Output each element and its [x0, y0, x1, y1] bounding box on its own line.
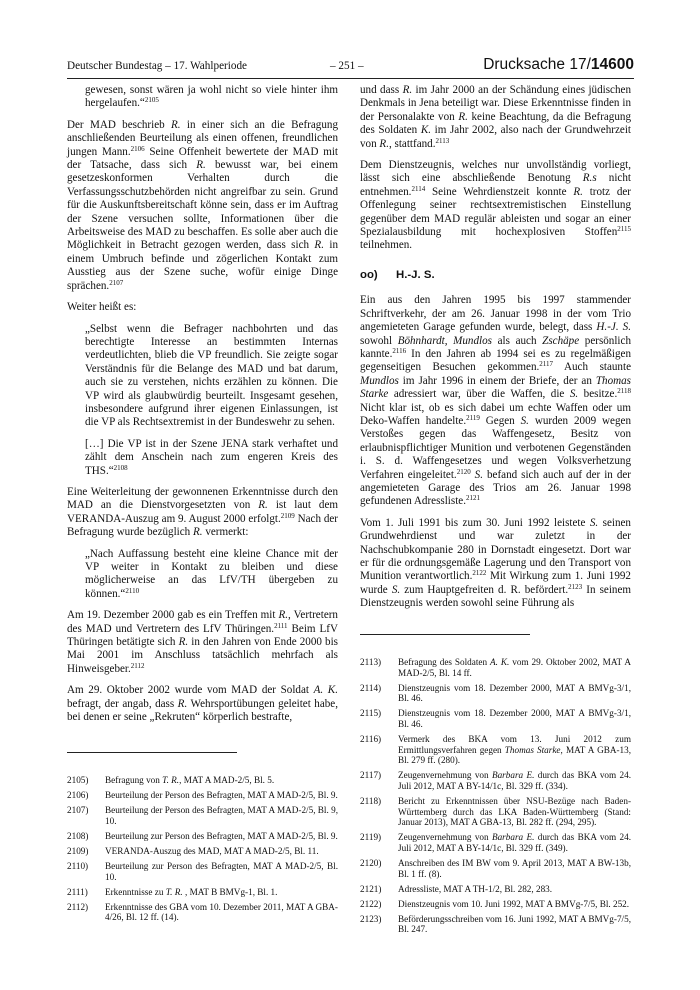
body-paragraph — [67, 301, 338, 314]
footnote — [360, 770, 631, 791]
text-run: bewusst war, bei einem gesetzeskonformen Verhalten durch die Verfassungsschutzbehörden nicht angreifbar zu sein. Grund für die Auskunftsbereitschaft könne sein, dass er im Auftrag der Szene versuchen sollte, Informationen über die Arbeitsweise des MAD zu beschaffen. Es solle aber auch die Möglichkeit in Betracht gezogen werden, dass sich — [67, 159, 338, 252]
header-document-prefix: Drucksache 17/ — [483, 56, 591, 73]
quote-paragraph — [85, 84, 338, 111]
text-run: im Jahr 2000 an der Schändung eines jüdischen Denkmals in Jena beteiligt war. Diese Erkenntnisse finden in der Personalakte von — [360, 84, 631, 123]
text-run: Befragung des Soldaten — [398, 657, 491, 667]
footnote-number: 2110) — [67, 861, 89, 872]
italic-name: S. — [569, 388, 579, 401]
footnote — [67, 831, 338, 842]
body-paragraph — [360, 159, 631, 253]
text-run: trotz der Offenlegung seiner rechtsextremistischen Einstellung gegenüber dem MAD regulär ableisten und sogar an einer Spezialausbildung mit hochexplosiven Stoffen — [360, 185, 631, 239]
italic-name: K. — [420, 124, 432, 137]
italic-name: R. — [178, 636, 189, 649]
text-run: seinen Grundwehrdienst und war zuletzt in der Nachschubkompanie 280 in Dornstadt eingesetzt. Dort war er für die ordnungsgemäße Lagerung und den Transport von Munition verantwortlich. — [360, 516, 631, 583]
footnote — [360, 899, 631, 910]
text-run: Am 29. Oktober 2002 wurde vom MAD der Soldat — [67, 684, 314, 697]
text-run: Seine Wehrdienstzeit konnte — [425, 185, 574, 198]
text-run: VERANDA-Auszug des MAD, MAT A MAD-2/5, Bl. 11. — [105, 845, 319, 856]
footnote-ref: 2117 — [539, 360, 554, 369]
text-run: Vom 1. Juli 1991 bis zum 30. Juni 1992 leistete — [360, 516, 590, 529]
text-run: Dienstzeugnis vom 18. Dezember 2000, MAT A BMVg-3/1, Bl. 46. — [398, 708, 631, 729]
footnote-text — [398, 858, 631, 879]
text-run: Bericht zu Erkenntnissen über NSU-Bezüge nach Baden-Württemberg durch das LKA Baden-Württemberg (Stand: Januar 2013), MAT A GBA-13, Bl. 282 ff. (294, 295). — [398, 796, 631, 828]
page-header — [67, 58, 634, 76]
text-run: Zeugenvernehmung von — [398, 770, 492, 781]
text-run: gewesen, sonst wären ja wohl nicht so viele hinter ihm hergelaufen.“ — [85, 84, 338, 110]
footnote — [360, 796, 631, 828]
text-run: sowohl — [360, 334, 398, 347]
footnote-number: 2106) — [67, 790, 89, 801]
italic-name: T. R. — [165, 886, 183, 897]
footnote-number: 2113) — [360, 657, 382, 667]
italic-name: R. — [170, 118, 181, 131]
italic-name: T. R. — [162, 775, 180, 785]
footnote-number: 2111) — [67, 886, 88, 897]
footnote-ref: 2111 — [274, 621, 288, 630]
footnote-text — [105, 805, 338, 826]
left-text-column — [67, 84, 338, 732]
footnote-ref: 2113 — [435, 136, 450, 145]
text-run: vom 29. Oktober 2002, MAT A MAD-2/5, Bl. 14 ff. — [398, 657, 631, 678]
italic-name: R.s — [582, 172, 597, 185]
italic-name: Mundlos — [360, 374, 399, 387]
footnote-number: 2120) — [360, 858, 382, 868]
text-run: adressiert war, über die Waffen, die — [388, 388, 570, 401]
footnotes-left — [67, 775, 338, 928]
text-run: besitze. — [578, 388, 618, 401]
text-run: , Vertretern des MAD und Vertretern des LfV Thüringen. — [67, 609, 338, 635]
footnote-number: 2115) — [360, 708, 382, 719]
italic-name: S. — [391, 583, 401, 596]
italic-name: A. K. — [313, 684, 338, 697]
footnote-text — [398, 734, 631, 766]
footnote-ref: 2119 — [466, 413, 480, 422]
italic-name: Thomas Starke — [504, 744, 561, 755]
footnote-text — [398, 884, 631, 895]
italic-name: R. — [196, 159, 206, 172]
italic-name: R. — [177, 697, 188, 710]
footnote-ref: 2109 — [280, 511, 295, 520]
footnote-ref: 2112 — [130, 661, 145, 670]
footnote — [67, 861, 338, 882]
text-run: Beim LfV Thüringen betätigte sich — [67, 622, 338, 649]
text-run: „Nach Auffassung besteht eine kleine Chance mit der VP weiter in Kontakt zu bleiben und diese möglicherweise an das LfV/TH übergeben zu können.“ — [85, 547, 338, 600]
footnote-number: 2121) — [360, 883, 382, 894]
italic-name: R. — [573, 185, 583, 198]
text-run: teilnehmen. — [360, 239, 413, 252]
footnote — [67, 846, 338, 857]
text-run: Dienstzeugnis vom 10. Juni 1992, MAT A BMVg-7/5, Bl. 252. — [398, 898, 630, 909]
text-run: Erkenntnisse des GBA vom 10. Dezember 2011, MAT A GBA-4/26, Bl. 12 ff. (14). — [105, 901, 338, 923]
footnote-text — [398, 657, 631, 678]
footnote-number: 2105) — [67, 775, 89, 785]
footnote — [360, 884, 631, 895]
footnote — [67, 775, 338, 786]
text-run: „Selbst wenn die Befrager nachbohrten und das berechtigte Interesse an bestimmten Internas verdeutlichten, blieb die VP freundlich. Sie zeigte sogar Verständnis für die Belange des MAD und bat darum, auch sie zu verstehen, nichts erzählen zu können. Die VP wird als glaubwürdig beurteilt. Insgesamt gesehen, insbesondere aufgrund ihrer eigenen Einlassungen, ist die VP als Rechtsextremist in der Bundeswehr zu sehen. — [85, 322, 338, 429]
footnote-ref: 2115 — [617, 225, 631, 234]
italic-name: R. — [258, 499, 268, 512]
text-run: Beurteilung zur Person des Befragten, MAT A MAD-2/5, Bl. 10. — [105, 861, 338, 882]
footnote-number: 2112) — [67, 901, 89, 912]
text-run: , MAT A GBA-13, Bl. 279 ff. (280). — [398, 744, 632, 766]
footnote-number: 2117) — [360, 770, 382, 781]
footnote — [67, 902, 338, 923]
body-paragraph — [360, 84, 631, 151]
text-run: Weiter heißt es: — [67, 301, 137, 314]
footnote-ref: 2105 — [144, 96, 159, 105]
header-document-id: 14600 — [590, 56, 634, 73]
text-run: persönlich kannte. — [360, 334, 631, 360]
section-title: H.-J. S. — [396, 268, 435, 281]
text-run: Nach der Befragung wurde bezüglich — [67, 512, 338, 539]
footnote — [360, 683, 631, 704]
text-run: Vermerk des BKA vom 13. Juni 2012 zum Ermittlungsverfahren gegen — [398, 734, 631, 755]
section-number: oo) — [360, 268, 378, 281]
header-document-number — [483, 56, 634, 74]
text-run: durch das BKA vom 24. Juli 2012, MAT A BY-14/1c, Bl. 329 ff. (349). — [398, 832, 632, 853]
footnote-text — [105, 902, 338, 923]
text-run: befragt, der angab, dass — [67, 697, 178, 710]
footnote-text — [398, 770, 631, 791]
text-run: keine Beachtung, da die Befragung des Soldaten — [360, 110, 631, 137]
italic-name: Böhnhardt, Mundlos — [397, 334, 492, 347]
footnote — [67, 805, 338, 826]
text-run: Beurteilung der Person des Befragten, MAT A MAD-2/5, Bl. 9, 10. — [105, 805, 338, 826]
footnote-number: 2109) — [67, 845, 89, 856]
footnote-number: 2118) — [360, 796, 382, 807]
text-run: im Jahr 1996 in einem der Briefe, der an — [398, 374, 596, 387]
text-run: Eine Weiterleitung der gewonnenen Erkenntnisse durch den MAD an die Dienstvorgesetzten von — [67, 485, 338, 512]
italic-name: H.-J. S. — [596, 321, 632, 334]
text-run: im Jahr 2002, also nach der Grundwehrzeit von — [360, 124, 631, 150]
footnote-number: 2122) — [360, 898, 382, 909]
footnote-ref: 2116 — [392, 346, 407, 355]
text-run: Der MAD beschrieb — [67, 118, 171, 131]
footnote-number: 2123) — [360, 913, 382, 924]
footnote-text — [398, 796, 631, 828]
body-paragraph — [67, 119, 338, 293]
footnote-text — [398, 832, 631, 853]
italic-name: R. — [278, 609, 289, 622]
footnote-ref: 2107 — [109, 278, 124, 287]
footnote-text — [398, 914, 631, 935]
text-run: als auch — [491, 334, 543, 347]
footnote-separator-right — [360, 634, 530, 635]
text-run: Beförderungsschreiben vom 16. Juni 1992, MAT A BMVg-7/5, Bl. 247. — [398, 913, 631, 935]
italic-name: S. — [474, 468, 483, 481]
footnote-number: 2116) — [360, 734, 382, 745]
text-run: […] Die VP ist in der Szene JENA stark verhaftet und zählt dem Anschein nach zum engeren Kreis des THS.“ — [85, 437, 338, 477]
italic-name: R. — [314, 239, 324, 252]
italic-name: Barbara E. — [491, 832, 535, 843]
footnote — [67, 887, 338, 898]
italic-name: Zschäpe — [542, 334, 580, 347]
footnote-text — [105, 861, 338, 882]
text-run: ist laut dem VERANDA-Auszug am 9. August 2000 erfolgt. — [67, 499, 338, 525]
text-run: Erkenntnisse zu — [105, 886, 166, 897]
footnote — [360, 657, 631, 678]
footnote-ref: 2121 — [465, 494, 480, 503]
text-run: durch das BKA vom 24. Juli 2012, MAT A BY-14/1c, Bl. 329 ff. (334). — [398, 770, 632, 791]
quote-paragraph — [85, 548, 338, 602]
text-run: Zeugenvernehmung von — [398, 832, 492, 843]
text-run: Wehrsportübungen geleitet habe, bei denen er seine „Rekruten“ körperlich bestrafte, — [67, 697, 338, 724]
quote-paragraph — [85, 438, 338, 478]
text-run: Befragung von — [105, 775, 163, 785]
footnote-separator-left — [67, 752, 237, 753]
text-run: Gegen — [479, 414, 521, 427]
text-run: in einem Umbruch befinde und zögerlichen Kontakt zum Ausstieg aus der Szene suche, wofür einige Dinge sprächen. — [67, 239, 338, 292]
italic-name: S. — [520, 414, 529, 427]
header-rule — [67, 78, 634, 79]
header-parliament: Deutscher Bundestag – 17. Wahlperiode — [67, 60, 248, 72]
footnote-number: 2107) — [67, 805, 89, 816]
footnote-ref: 2114 — [411, 184, 426, 193]
text-run: zum Hauptgefreiten d. R. befördert. — [400, 583, 569, 596]
text-run: nicht entnehmen. — [360, 172, 631, 198]
italic-name: Barbara E. — [491, 770, 535, 781]
text-run: Adressliste, MAT A TH-1/2, Bl. 282, 283. — [398, 883, 553, 894]
footnote-text — [398, 899, 631, 910]
text-run: , stattfand. — [388, 137, 436, 150]
text-run: In den Jahren ab 1994 sei es zu regelmäßigen gegenseitigen Besuchen gekommen. — [360, 347, 631, 374]
text-run: Anschreiben des IM BW vom 9. April 2013, MAT A BW-13b, Bl. 1 ff. (8). — [398, 858, 631, 879]
footnote-text — [105, 887, 338, 898]
footnote-ref: 2110 — [125, 586, 140, 595]
body-paragraph — [360, 294, 631, 509]
text-run: Nicht klar ist, ob es sich dabei um echte Waffen oder um Deko-Waffen handelte. — [360, 401, 631, 427]
footnote-text — [398, 708, 631, 729]
text-run: , MAT B BMVg-1, Bl. 1. — [182, 886, 278, 897]
footnote — [360, 832, 631, 853]
footnote-ref: 2122 — [472, 569, 487, 578]
footnote — [360, 914, 631, 935]
footnote-text — [398, 683, 631, 704]
text-run: In seinem Dienstzeugnis werden sowohl seine Führung als — [360, 583, 632, 610]
footnote-ref: 2108 — [113, 463, 128, 472]
footnotes-right — [360, 657, 631, 940]
footnote-number: 2108) — [67, 830, 89, 841]
italic-name: R. — [402, 84, 413, 96]
quote-paragraph — [85, 323, 338, 430]
text-run: , MAT A MAD-2/5, Bl. 5. — [179, 775, 275, 785]
footnote-text — [105, 846, 338, 857]
footnote — [67, 790, 338, 801]
text-run: Ein aus den Jahren 1995 bis 1997 stammender Schriftverkehr, der am 26. Januar 1998 in der vom Trio angemieteten Garage gefunden wurde, belegt, dass — [360, 294, 631, 334]
footnote-text — [105, 775, 338, 786]
text-run: Seine Offenheit bewertete der MAD mit der Tatsache, dass sich — [67, 145, 339, 172]
italic-name: A. K. — [490, 657, 510, 667]
italic-name: S. — [589, 516, 599, 529]
text-run: in den Jahren von Ende 2000 bis Mai 2001 im Anschluss tatsächlich mehrfach als Hinweisgeber. — [67, 636, 338, 675]
footnote-ref: 2118 — [617, 387, 631, 396]
footnote-number: 2114) — [360, 682, 382, 693]
text-run: Mit Wirkung zum 1. Juni 1992 wurde — [360, 570, 631, 596]
footnote — [360, 708, 631, 729]
text-run: Beurteilung zur Person des Befragten, MAT A MAD-2/5, Bl. 9. — [105, 830, 338, 841]
footnote-number: 2119) — [360, 832, 382, 843]
body-paragraph — [67, 609, 338, 676]
text-run: wurden 2009 wegen Verstoßes gegen das Waffengesetz, Besitz von erlaubnispflichtiger Munition und verbotenen Gegenständen i. S. d. Waffengesetzes und wegen Volksverhetzung Verfahren eingeleitet. — [360, 414, 631, 481]
italic-name: R. — [193, 526, 203, 539]
body-paragraph — [67, 486, 338, 540]
text-run: Am 19. Dezember 2000 gab es ein Treffen mit — [67, 609, 279, 622]
text-run: in einer sich an die Befragung anschließenden Beurteilung als einen offenen, freundlichen jungen Mann. — [67, 118, 338, 158]
footnote — [360, 858, 631, 879]
text-run: vermerkt: — [202, 526, 249, 539]
italic-name: Thomas Starke — [360, 374, 631, 401]
section-heading — [360, 269, 631, 282]
footnote-ref: 2106 — [130, 144, 145, 153]
footnote-text — [105, 790, 338, 801]
text-run: Dem Dienstzeugnis, welches nur unvollständig vorliegt, lässt sich eine abschließende Benotung — [360, 159, 631, 185]
footnote-ref: 2123 — [568, 582, 583, 591]
footnote-ref: 2120 — [456, 467, 471, 476]
text-run: Auch staunte — [553, 361, 631, 374]
header-page-number: – 251 – — [330, 60, 364, 72]
right-text-column — [360, 84, 631, 619]
text-run: Beurteilung der Person des Befragten, MAT A MAD-2/5, Bl. 9. — [105, 790, 338, 801]
body-paragraph — [67, 684, 338, 724]
footnote-text — [105, 831, 338, 842]
text-run: und dass — [360, 84, 403, 96]
text-run: Dienstzeugnis vom 18. Dezember 2000, MAT A BMVg-3/1, Bl. 46. — [398, 682, 631, 704]
body-paragraph — [360, 517, 631, 611]
italic-name: R. — [379, 137, 389, 150]
footnote — [360, 734, 631, 766]
text-run: befand sich auch auf der in der angemieteten Garage des Trios am 26. Januar 1998 gefundenen Adressliste. — [360, 468, 631, 508]
italic-name: R. — [458, 110, 468, 123]
